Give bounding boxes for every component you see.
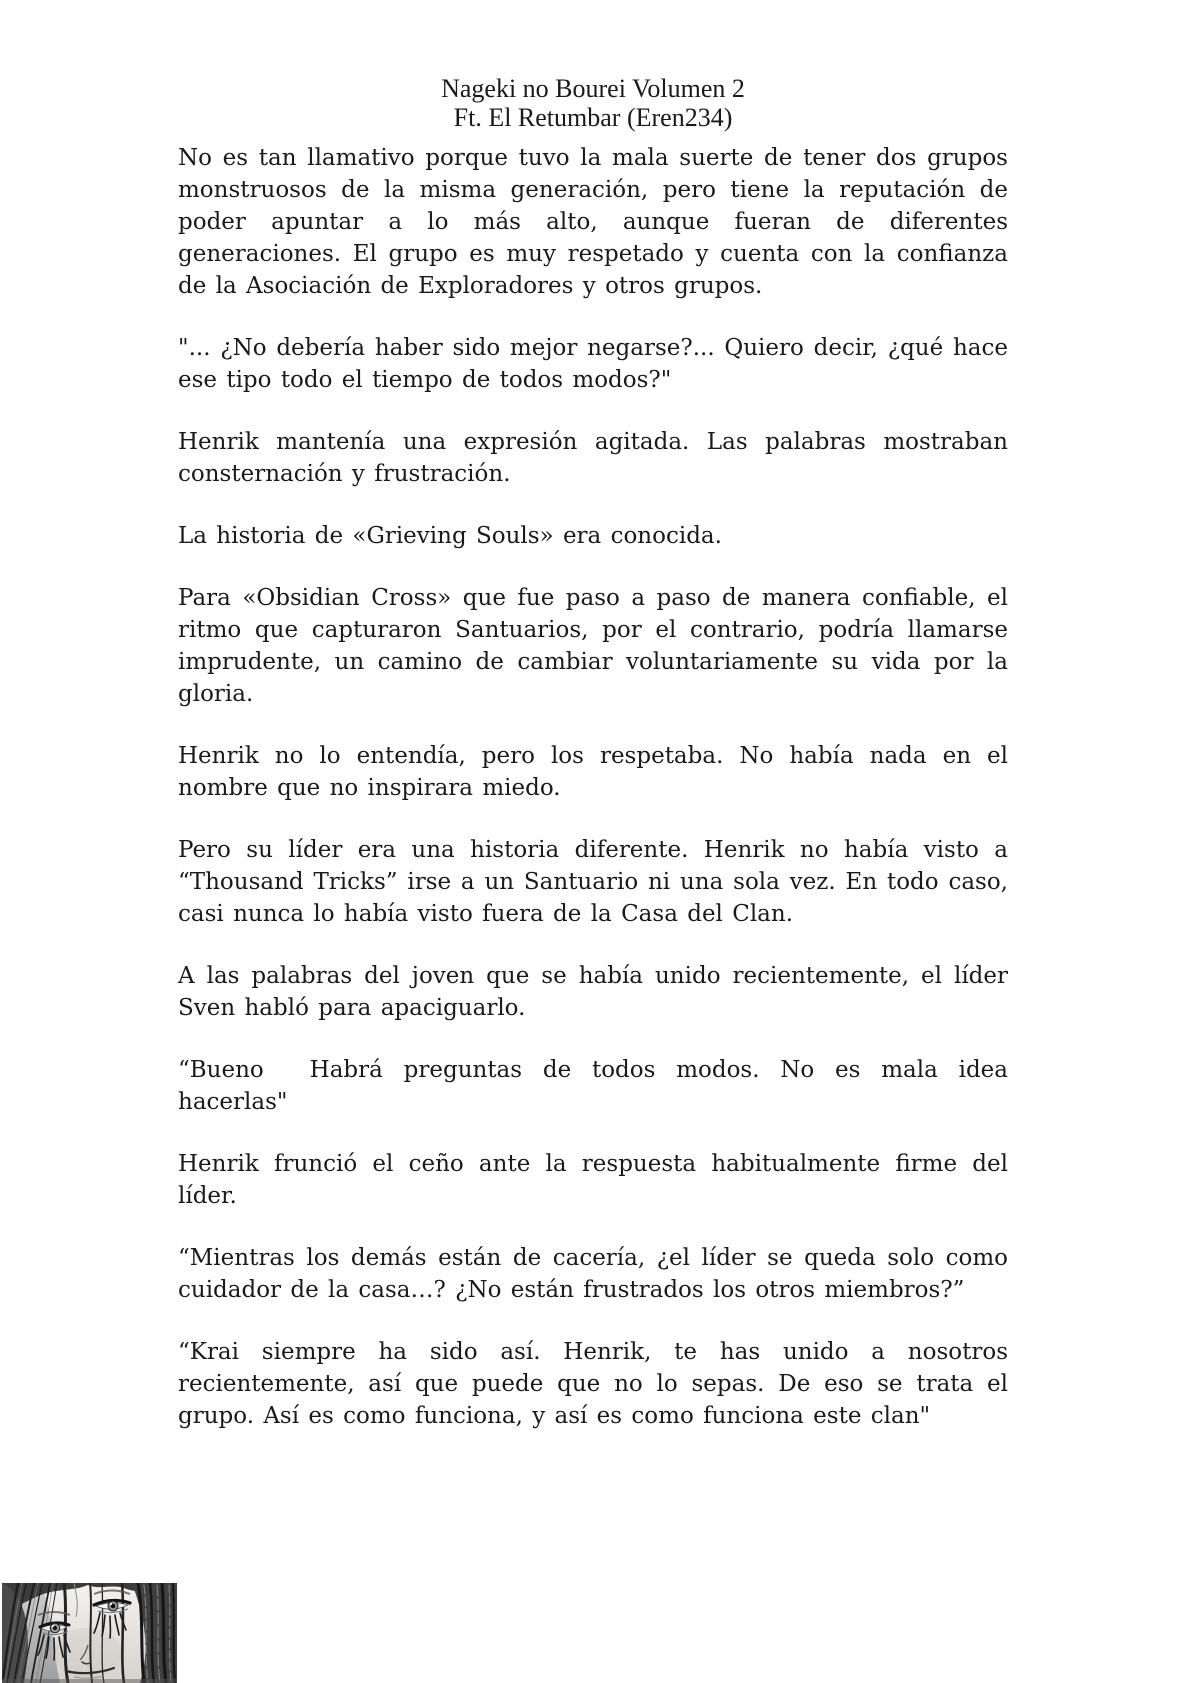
paragraph: La historia de «Grieving Souls» era conocida. [178, 523, 722, 549]
title-line-1: Nageki no Bourei Volumen 2 [441, 74, 745, 103]
text-column [178, 74, 1008, 1462]
page-title [178, 74, 1008, 132]
paragraph: Henrik no lo entendía, pero los respetaba. No había nada en el nombre que no inspirara miedo. [178, 743, 1008, 801]
manga-face-image [2, 1583, 177, 1683]
paragraph: Pero su líder era una historia diferente. Henrik no había visto a “Thousand Tricks” irse a un Santuario ni una sola vez. En todo caso, casi nunca lo había visto fuera de la Casa del Clan. [178, 837, 1008, 927]
paragraph: No es tan llamativo porque tuvo la mala suerte de tener dos grupos monstruosos de la misma generación, pero tiene la reputación de poder apuntar a lo más alto, aunque fueran de diferentes generaciones. El grupo es muy respetado y cuenta con la confianza de la Asociación de Exploradores y otros grupos. [178, 145, 1008, 299]
manga-face-illustration [2, 1583, 177, 1683]
paragraph: Para «Obsidian Cross» que fue paso a paso de manera confiable, el ritmo que capturaron Santuarios, por el contrario, podría llamarse imprudente, un camino de cambiar voluntariamente su vida por la gloria. [178, 585, 1008, 707]
title-line-2: Ft. El Retumbar (Eren234) [453, 103, 733, 132]
paragraph: A las palabras del joven que se había unido recientemente, el líder Sven habló para apaciguarlo. [178, 963, 1008, 1021]
paragraph: “Bueno Habrá preguntas de todos modos. No es mala idea hacerlas" [178, 1057, 1008, 1115]
paragraph: “Mientras los demás están de cacería, ¿el líder se queda solo como cuidador de la casa…? ¿No están frustrados los otros miembros?” [178, 1245, 1008, 1303]
paragraph: Henrik mantenía una expresión agitada. Las palabras mostraban consternación y frustración. [178, 429, 1008, 487]
body-text [178, 142, 1008, 1432]
paragraph: Henrik frunció el ceño ante la respuesta habitualmente firme del líder. [178, 1151, 1008, 1209]
paragraph: “Krai siempre ha sido así. Henrik, te has unido a nosotros recientemente, así que puede que no lo sepas. De eso se trata el grupo. Así es como funciona, y así es como funciona este clan" [178, 1339, 1008, 1429]
paragraph: "... ¿No debería haber sido mejor negarse?... Quiero decir, ¿qué hace ese tipo todo el tiempo de todos modos?" [178, 335, 1008, 393]
